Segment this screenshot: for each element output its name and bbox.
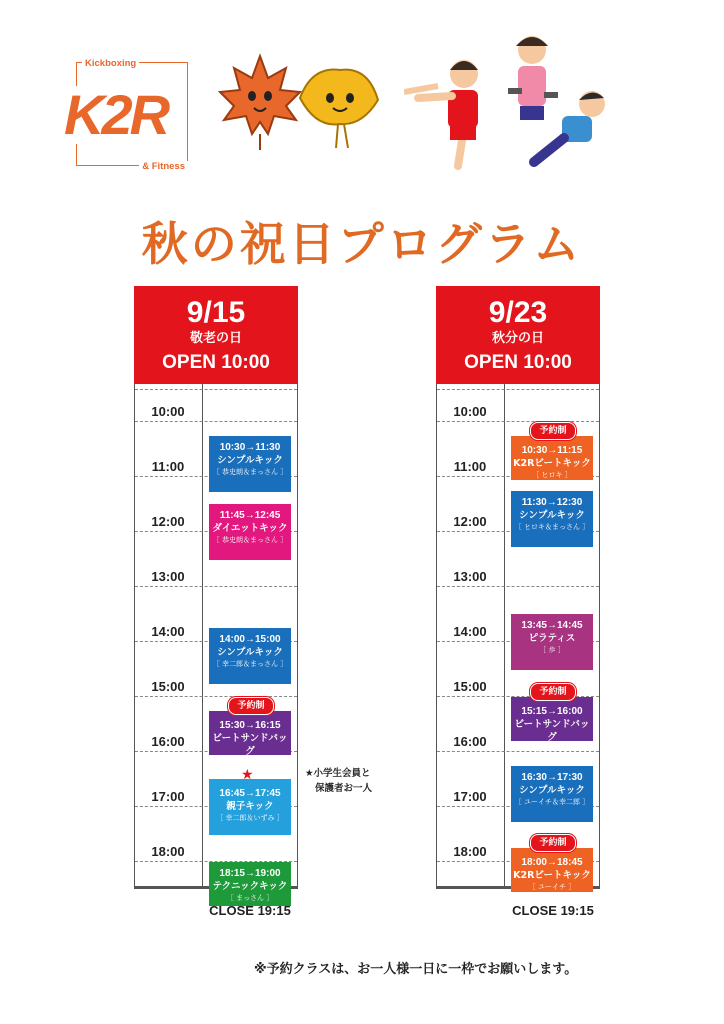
class-time: 15:30→16:15 xyxy=(219,719,281,731)
reservation-footer-note: ※予約クラスは、お一人様一日に一枠でお願いします。 xyxy=(254,962,578,977)
class-block xyxy=(209,504,291,560)
class-name: ダイエットキック xyxy=(212,523,288,535)
day-open-time: OPEN 10:00 xyxy=(464,352,572,373)
day-header xyxy=(134,286,298,384)
class-name: K2Rビートキック xyxy=(513,870,591,881)
time-label: 18:00 xyxy=(151,844,185,859)
day-date: 9/23 xyxy=(488,296,548,329)
class-instructor: ［ 恭史朗＆まっさん ］ xyxy=(212,467,288,476)
hour-divider xyxy=(135,696,297,697)
class-time: 10:30→11:30 xyxy=(219,441,281,453)
class-block xyxy=(511,848,593,892)
class-time: 13:45→14:45 xyxy=(521,620,583,632)
schedule-grid xyxy=(134,384,298,902)
class-instructor: ［ ヒロキ ］ xyxy=(532,744,572,753)
class-instructor: ［ 恭史朗＆まっさん ］ xyxy=(212,536,288,545)
time-label: 14:00 xyxy=(151,624,185,639)
class-block xyxy=(209,779,291,835)
time-label: 17:00 xyxy=(151,789,185,804)
hour-divider xyxy=(135,389,297,390)
logo-fitness: & Fitness xyxy=(139,161,188,172)
class-time: 11:30→12:30 xyxy=(521,496,583,508)
class-block xyxy=(209,711,291,767)
time-label: 11:00 xyxy=(151,459,185,474)
time-label: 16:00 xyxy=(453,734,487,749)
class-block xyxy=(209,628,291,684)
reservation-badge: 予約制 xyxy=(530,834,576,852)
class-name: シンプルキック xyxy=(217,647,283,658)
autumn-leaves-illustration xyxy=(212,48,384,158)
class-instructor: ［ 幸二郎＆まっさん ］ xyxy=(212,660,288,668)
maple-leaf-icon xyxy=(220,56,300,150)
day-holiday-name: 秋分の日 xyxy=(491,331,544,346)
class-name: ビートサンドバッグ xyxy=(514,718,590,743)
day-header xyxy=(436,286,600,384)
class-name: ビートサンドバッグ xyxy=(212,732,288,757)
class-instructor: ［ 歩 ］ xyxy=(539,646,565,655)
class-name: 親子キック xyxy=(226,801,274,813)
time-axis-line xyxy=(202,384,203,886)
class-instructor: ［ 幸二郎＆いずみ ］ xyxy=(216,814,284,823)
class-name: シンプルキック xyxy=(519,509,585,521)
reservation-badge: 予約制 xyxy=(530,683,576,701)
class-block xyxy=(511,491,593,547)
star-note-line2: 保護者お一人 xyxy=(315,783,373,794)
hour-divider xyxy=(135,421,297,422)
class-time: 16:30→17:30 xyxy=(521,771,583,783)
star-icon: ★ xyxy=(241,767,254,784)
class-instructor: ［ ヒロキ ］ xyxy=(532,470,572,479)
time-label: 10:00 xyxy=(151,404,185,419)
reservation-badge: 予約制 xyxy=(530,422,576,440)
class-time: 18:00→18:45 xyxy=(521,857,583,868)
class-block xyxy=(209,436,291,492)
class-block xyxy=(209,862,291,906)
class-instructor: ［ ヒロキ＆まっさん ］ xyxy=(514,522,590,531)
time-label: 12:00 xyxy=(151,514,185,529)
class-time: 16:45→17:45 xyxy=(219,788,281,800)
k2r-logo xyxy=(64,58,190,172)
fitness-people-illustration xyxy=(404,26,614,176)
class-time: 14:00→15:00 xyxy=(219,634,281,645)
class-block xyxy=(511,614,593,670)
day-holiday-name: 敬老の日 xyxy=(189,331,242,346)
class-name: シンプルキック xyxy=(217,454,283,466)
class-instructor: ［ ユーイチ ］ xyxy=(528,883,576,891)
close-time-0915: CLOSE 19:15 xyxy=(209,903,291,918)
hour-divider xyxy=(437,421,599,422)
time-axis-line xyxy=(504,384,505,886)
day-column-0923 xyxy=(436,286,600,889)
class-name: シンプルキック xyxy=(519,784,585,796)
time-label: 13:00 xyxy=(453,569,487,584)
class-time: 11:45→12:45 xyxy=(219,510,281,522)
schedule-grid xyxy=(436,384,600,889)
star-note-line1: ★小学生会員と xyxy=(305,768,371,779)
time-label: 12:00 xyxy=(453,514,487,529)
ginkgo-leaf-icon xyxy=(300,70,378,148)
class-name: K2Rビートキック xyxy=(513,457,591,469)
day-date: 9/15 xyxy=(186,296,246,329)
reservation-badge: 予約制 xyxy=(228,697,274,715)
class-instructor: ［ まっさん ］ xyxy=(226,893,274,902)
close-time-0923: CLOSE 19:15 xyxy=(512,903,594,918)
day-open-time: OPEN 10:00 xyxy=(162,352,270,373)
time-label: 13:00 xyxy=(151,569,185,584)
time-label: 16:00 xyxy=(151,734,185,749)
kicking-girl-icon xyxy=(404,60,478,166)
time-label: 15:00 xyxy=(453,679,487,694)
class-time: 18:15→19:00 xyxy=(219,867,281,879)
class-block xyxy=(511,697,593,753)
hour-divider xyxy=(437,389,599,390)
time-label: 18:00 xyxy=(453,844,487,859)
time-label: 15:00 xyxy=(151,679,185,694)
class-time: 10:30→11:15 xyxy=(521,444,583,456)
day-column-0915 xyxy=(134,286,298,902)
class-block xyxy=(511,766,593,822)
hour-divider xyxy=(135,586,297,587)
dumbbell-girl-icon xyxy=(508,36,558,120)
time-label: 10:00 xyxy=(453,404,487,419)
class-name: テクニックキック xyxy=(212,880,288,892)
time-label: 17:00 xyxy=(453,789,487,804)
class-instructor: ［ ユーイチ＆幸二郎 ］ xyxy=(514,797,590,806)
class-name: ピラティス xyxy=(528,633,576,645)
class-block xyxy=(511,436,593,480)
hour-divider xyxy=(437,586,599,587)
class-time: 15:15→16:00 xyxy=(521,705,583,717)
logo-mark: K2R xyxy=(64,83,168,146)
logo-kickboxing: Kickboxing xyxy=(82,58,139,69)
time-label: 14:00 xyxy=(453,624,487,639)
time-label: 11:00 xyxy=(453,459,487,474)
class-instructor: ［ 幸二郎 ］ xyxy=(230,758,270,767)
page-title: 秋の祝日プログラム xyxy=(141,217,583,271)
star-note xyxy=(305,766,372,796)
